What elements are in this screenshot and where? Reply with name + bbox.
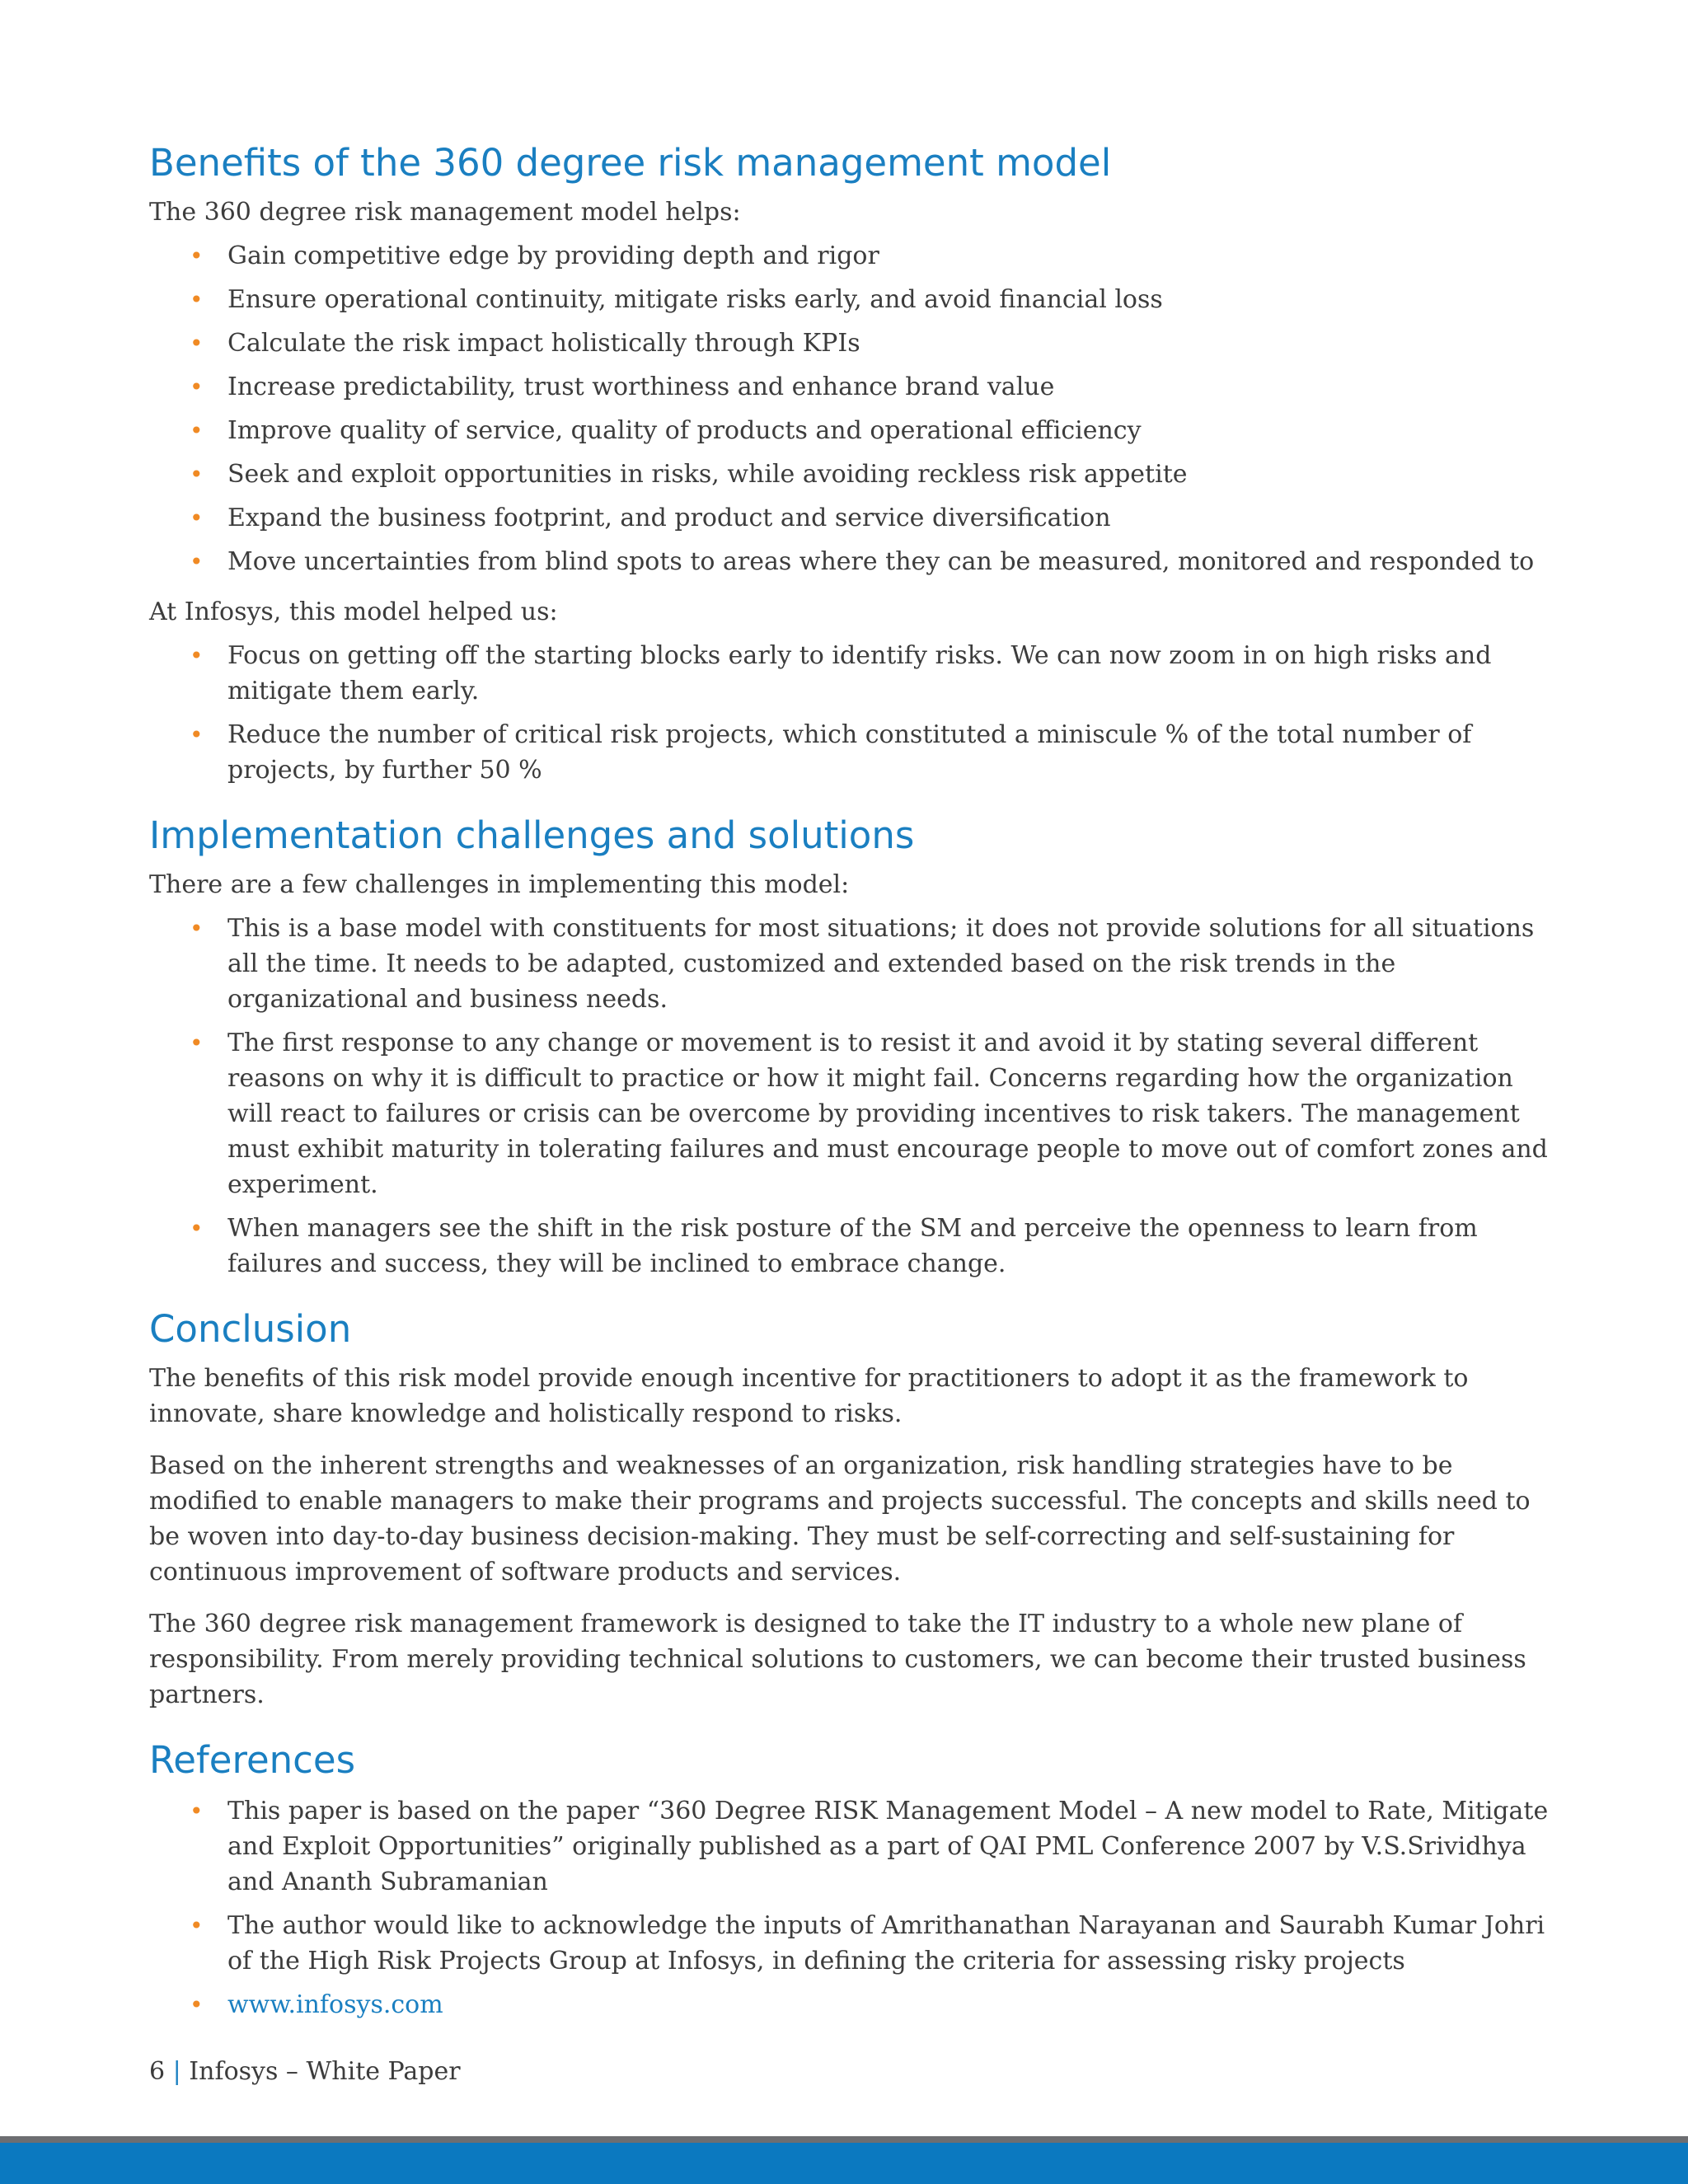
list-item <box>190 369 1550 405</box>
list-item <box>190 1793 1550 1900</box>
bullet-icon: • <box>190 721 204 748</box>
list-item-text: Expand the business footprint, and product and service diversification <box>227 504 1111 532</box>
footer-bar <box>0 2143 1688 2184</box>
list-item-text: Move uncertainties from blind spots to areas where they can be measured, monitored and responded to <box>227 547 1535 576</box>
footer-label: Infosys – White Paper <box>189 2057 461 2086</box>
references-list <box>149 1793 1550 2022</box>
list-item-text: Seek and exploit opportunities in risks, while avoiding reckless risk appetite <box>227 460 1188 489</box>
infosys-list <box>149 638 1550 788</box>
bullet-icon: • <box>190 548 204 575</box>
list-item <box>190 282 1550 317</box>
bullet-icon: • <box>190 1215 204 1242</box>
conclusion-paragraph: The benefits of this risk model provide enough incentive for practitioners to adopt it as the framework to innovate, share knowledge and holistically respond to risks. <box>149 1364 1469 1428</box>
bullet-icon: • <box>190 1912 204 1939</box>
footer-separator: | <box>172 2057 181 2086</box>
footer-rule <box>0 2136 1688 2143</box>
list-item <box>190 717 1550 788</box>
benefits-intro: The 360 degree risk management model helps: <box>149 198 741 227</box>
list-item-text: Reduce the number of critical risk projects, which constituted a miniscule % of the total number of projects, by further 50 % <box>227 720 1472 785</box>
conclusion-paragraph: Based on the inherent strengths and weaknesses of an organization, risk handling strategies have to be modified to enable managers to make their programs and projects successful. The concepts and skills need to be woven into day-to-day business decision-making. They must be self-correcting and self-sustaining for continuous improvement of software products and services. <box>149 1451 1531 1586</box>
bullet-icon: • <box>190 642 204 669</box>
list-item-text: Calculate the risk impact holistically through KPIs <box>227 329 860 358</box>
implementation-intro: There are a few challenges in implementing this model: <box>149 870 850 899</box>
list-item-text: Improve quality of service, quality of products and operational efficiency <box>227 416 1142 445</box>
bullet-icon: • <box>190 373 204 401</box>
list-item <box>190 500 1550 536</box>
list-item <box>190 326 1550 361</box>
bullet-icon: • <box>190 1797 204 1825</box>
implementation-heading: Implementation challenges and solutions <box>149 813 915 857</box>
infosys-link[interactable]: www.infosys.com <box>227 1990 443 2019</box>
bullet-icon: • <box>190 417 204 444</box>
list-item <box>190 457 1550 492</box>
list-item-text: The author would like to acknowledge the inputs of Amrithanathan Narayanan and Saurabh Kumar Johri of the High Risk Projects Group at Infosys, in defining the criteria for assessing risky projects <box>227 1911 1545 1975</box>
bullet-icon: • <box>190 915 204 942</box>
list-item-text: The first response to any change or movement is to resist it and avoid it by stating several different reasons on why it is difficult to practice or how it might fail. Concerns regarding how the organization will react to failures or crisis can be overcome by providing incentives to risk takers. The management must exhibit maturity in tolerating failures and must encourage people to move out of comfort zones and experiment. <box>227 1029 1548 1199</box>
bullet-icon: • <box>190 1029 204 1057</box>
conclusion-paragraph: The 360 degree risk management framework is designed to take the IT industry to a whole new plane of responsibility. From merely providing technical solutions to customers, we can become their trusted business partners. <box>149 1610 1526 1709</box>
list-item <box>190 544 1550 579</box>
document-body <box>149 138 1550 2022</box>
bullet-icon: • <box>190 461 204 488</box>
list-item <box>190 238 1550 274</box>
list-item <box>190 1025 1550 1202</box>
list-item-text: Ensure operational continuity, mitigate risks early, and avoid financial loss <box>227 285 1163 314</box>
list-item <box>190 638 1550 709</box>
bullet-icon: • <box>190 330 204 357</box>
infosys-intro: At Infosys, this model helped us: <box>149 598 558 626</box>
list-item-text: Gain competitive edge by providing depth and rigor <box>227 241 879 270</box>
list-item-text: This is a base model with constituents for most situations; it does not provide solutions for all situations all the time. It needs to be adapted, customized and extended based on the risk trends in the organizational and business needs. <box>227 914 1535 1014</box>
page-footer <box>149 2055 461 2088</box>
list-item <box>190 911 1550 1017</box>
bullet-icon: • <box>190 242 204 269</box>
references-heading: References <box>149 1738 356 1782</box>
list-item-text: When managers see the shift in the risk posture of the SM and perceive the openness to learn from failures and success, they will be inclined to embrace change. <box>227 1214 1478 1278</box>
benefits-list <box>149 238 1550 579</box>
conclusion-heading: Conclusion <box>149 1307 352 1351</box>
list-item-text: Increase predictability, trust worthiness and enhance brand value <box>227 373 1055 401</box>
bullet-icon: • <box>190 286 204 313</box>
list-item <box>190 413 1550 448</box>
list-item <box>190 1987 1550 2022</box>
implementation-list <box>149 911 1550 1282</box>
bullet-icon: • <box>190 1991 204 2018</box>
page-number: 6 <box>149 2057 166 2086</box>
list-item-text: This paper is based on the paper “360 Degree RISK Management Model – A new model to Rate, Mitigate and Exploit Opportunities” originally published as a part of QAI PML Conference 2007 by V.S.Srividhya and Ananth Subramanian <box>227 1797 1549 1896</box>
list-item-text: Focus on getting off the starting blocks early to identify risks. We can now zoom in on high risks and mitigate them early. <box>227 641 1492 705</box>
list-item <box>190 1211 1550 1282</box>
list-item <box>190 1908 1550 1979</box>
benefits-heading: Benefits of the 360 degree risk management model <box>149 141 1112 185</box>
bullet-icon: • <box>190 504 204 532</box>
